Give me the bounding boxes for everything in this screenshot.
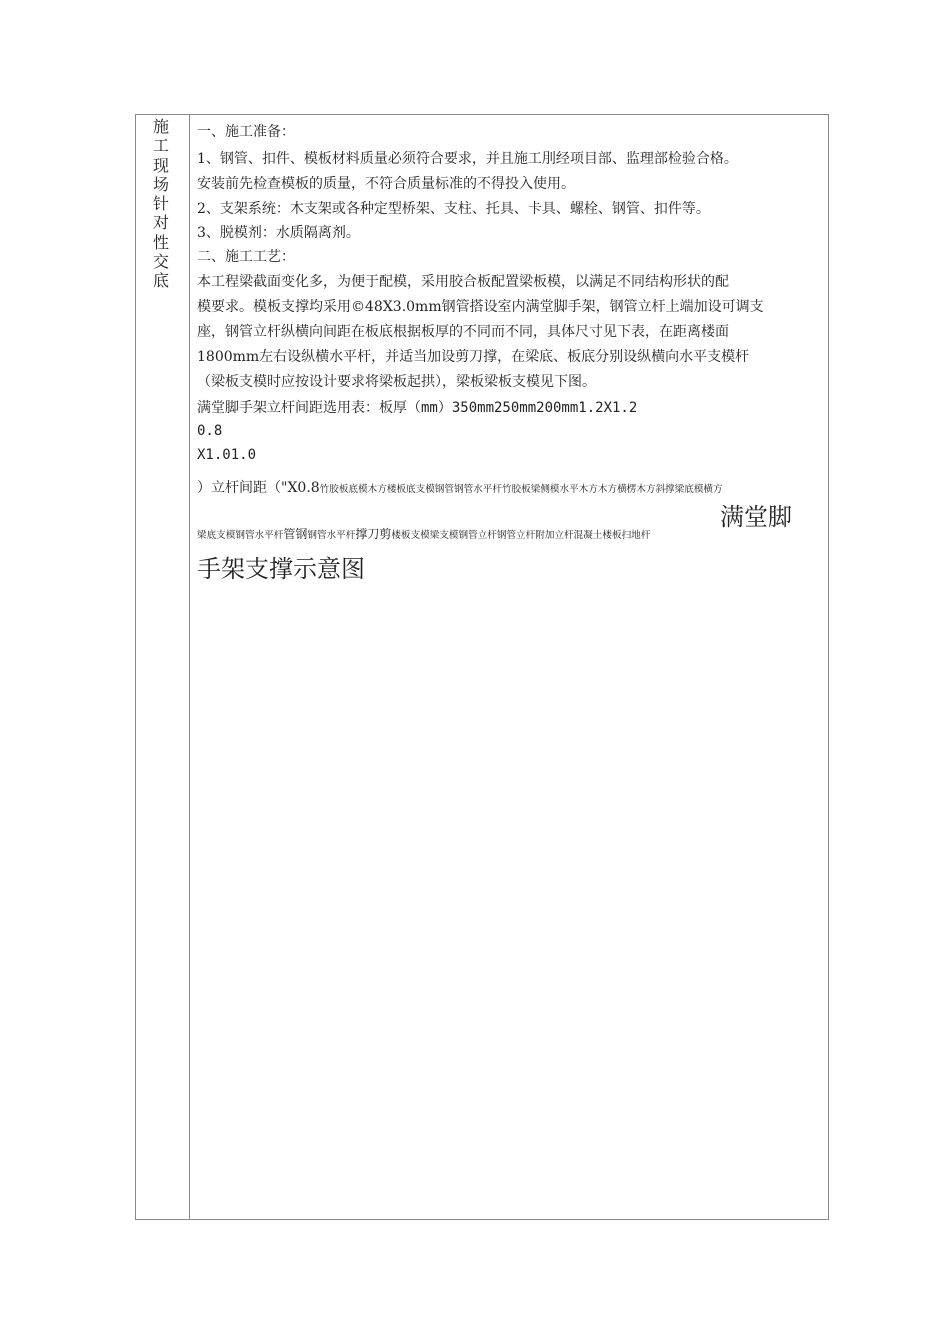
text-line: 1、钢管、扣件、模板材料质量必须符合要求，并且施工刖经项目部、监理部检验合格。	[197, 151, 738, 167]
legend-text: 撑刀剪	[355, 527, 392, 541]
legend-row	[197, 525, 650, 542]
text-line: 模要求。模板支撑均采用©48X3.0mm钢管搭设室内满堂脚手架，钢管立杆上端加设可调支	[197, 299, 764, 315]
text-line: 3、脱模剂：水质隔离剂。	[197, 225, 360, 241]
legend-text: 楼板支模梁支模钢管立杆钢管立杆附加立杆混凝土楼板扫地杆	[391, 530, 651, 541]
legend-text: 钢管水平杆	[307, 530, 356, 541]
section-heading: 二、施工工艺：	[197, 249, 295, 265]
side-label: 施工现场针对性交底	[152, 117, 169, 291]
text-line: 安装前先检查模板的质量，不符合质量标准的不得投入使用。	[197, 176, 575, 192]
text-line: 2、支架系统：木支架或各种定型桥架、支柱、托具、卡具、螺栓、钢管、扣件等。	[197, 201, 710, 217]
caption-part-right: 满堂脚	[720, 503, 792, 531]
table-title-line: 满堂脚手架立杆间距选用表：板厚（mm）350mm250mm200mm1.2X1.2	[197, 400, 638, 416]
diagram-label-run: 竹胶板底模木方楼板底支模钢管钢管水平杆竹胶板梁侧模水平木方木方横楞木方斜撑梁底模横方	[319, 484, 723, 495]
legend-text: 梁底支模钢管水平杆	[197, 530, 284, 541]
diagram-caption: 手架支撑示意图	[197, 555, 365, 583]
text-line: 本工程梁截面变化多，为便于配模，采用胶合板配置梁板模，以满足不同结构形状的配	[197, 274, 729, 290]
text-line: 1800mm左右设纵横水平杆，并适当加设剪刀撑，在梁底、板底分别设纵横向水平支模杆	[197, 349, 750, 365]
label-column	[136, 115, 190, 1219]
table-value-line: 0.8	[197, 423, 223, 439]
legend-text: 管钢	[283, 527, 308, 541]
section-heading: 一、施工准备：	[197, 124, 295, 140]
text-line: （梁板支模时应按设计要求将梁板起拱），梁板梁板支模见下图。	[197, 374, 596, 390]
text-line: 座，钢管立杆纵横向间距在板底根据板厚的不同而不同，具体尺寸见下表，在距离楼面	[197, 324, 729, 340]
spacing-prefix: ）立杆间距（"X0.8	[197, 480, 320, 496]
table-value-line: X1.01.0	[197, 447, 257, 463]
document-table	[135, 114, 829, 1220]
spacing-row	[197, 477, 723, 497]
